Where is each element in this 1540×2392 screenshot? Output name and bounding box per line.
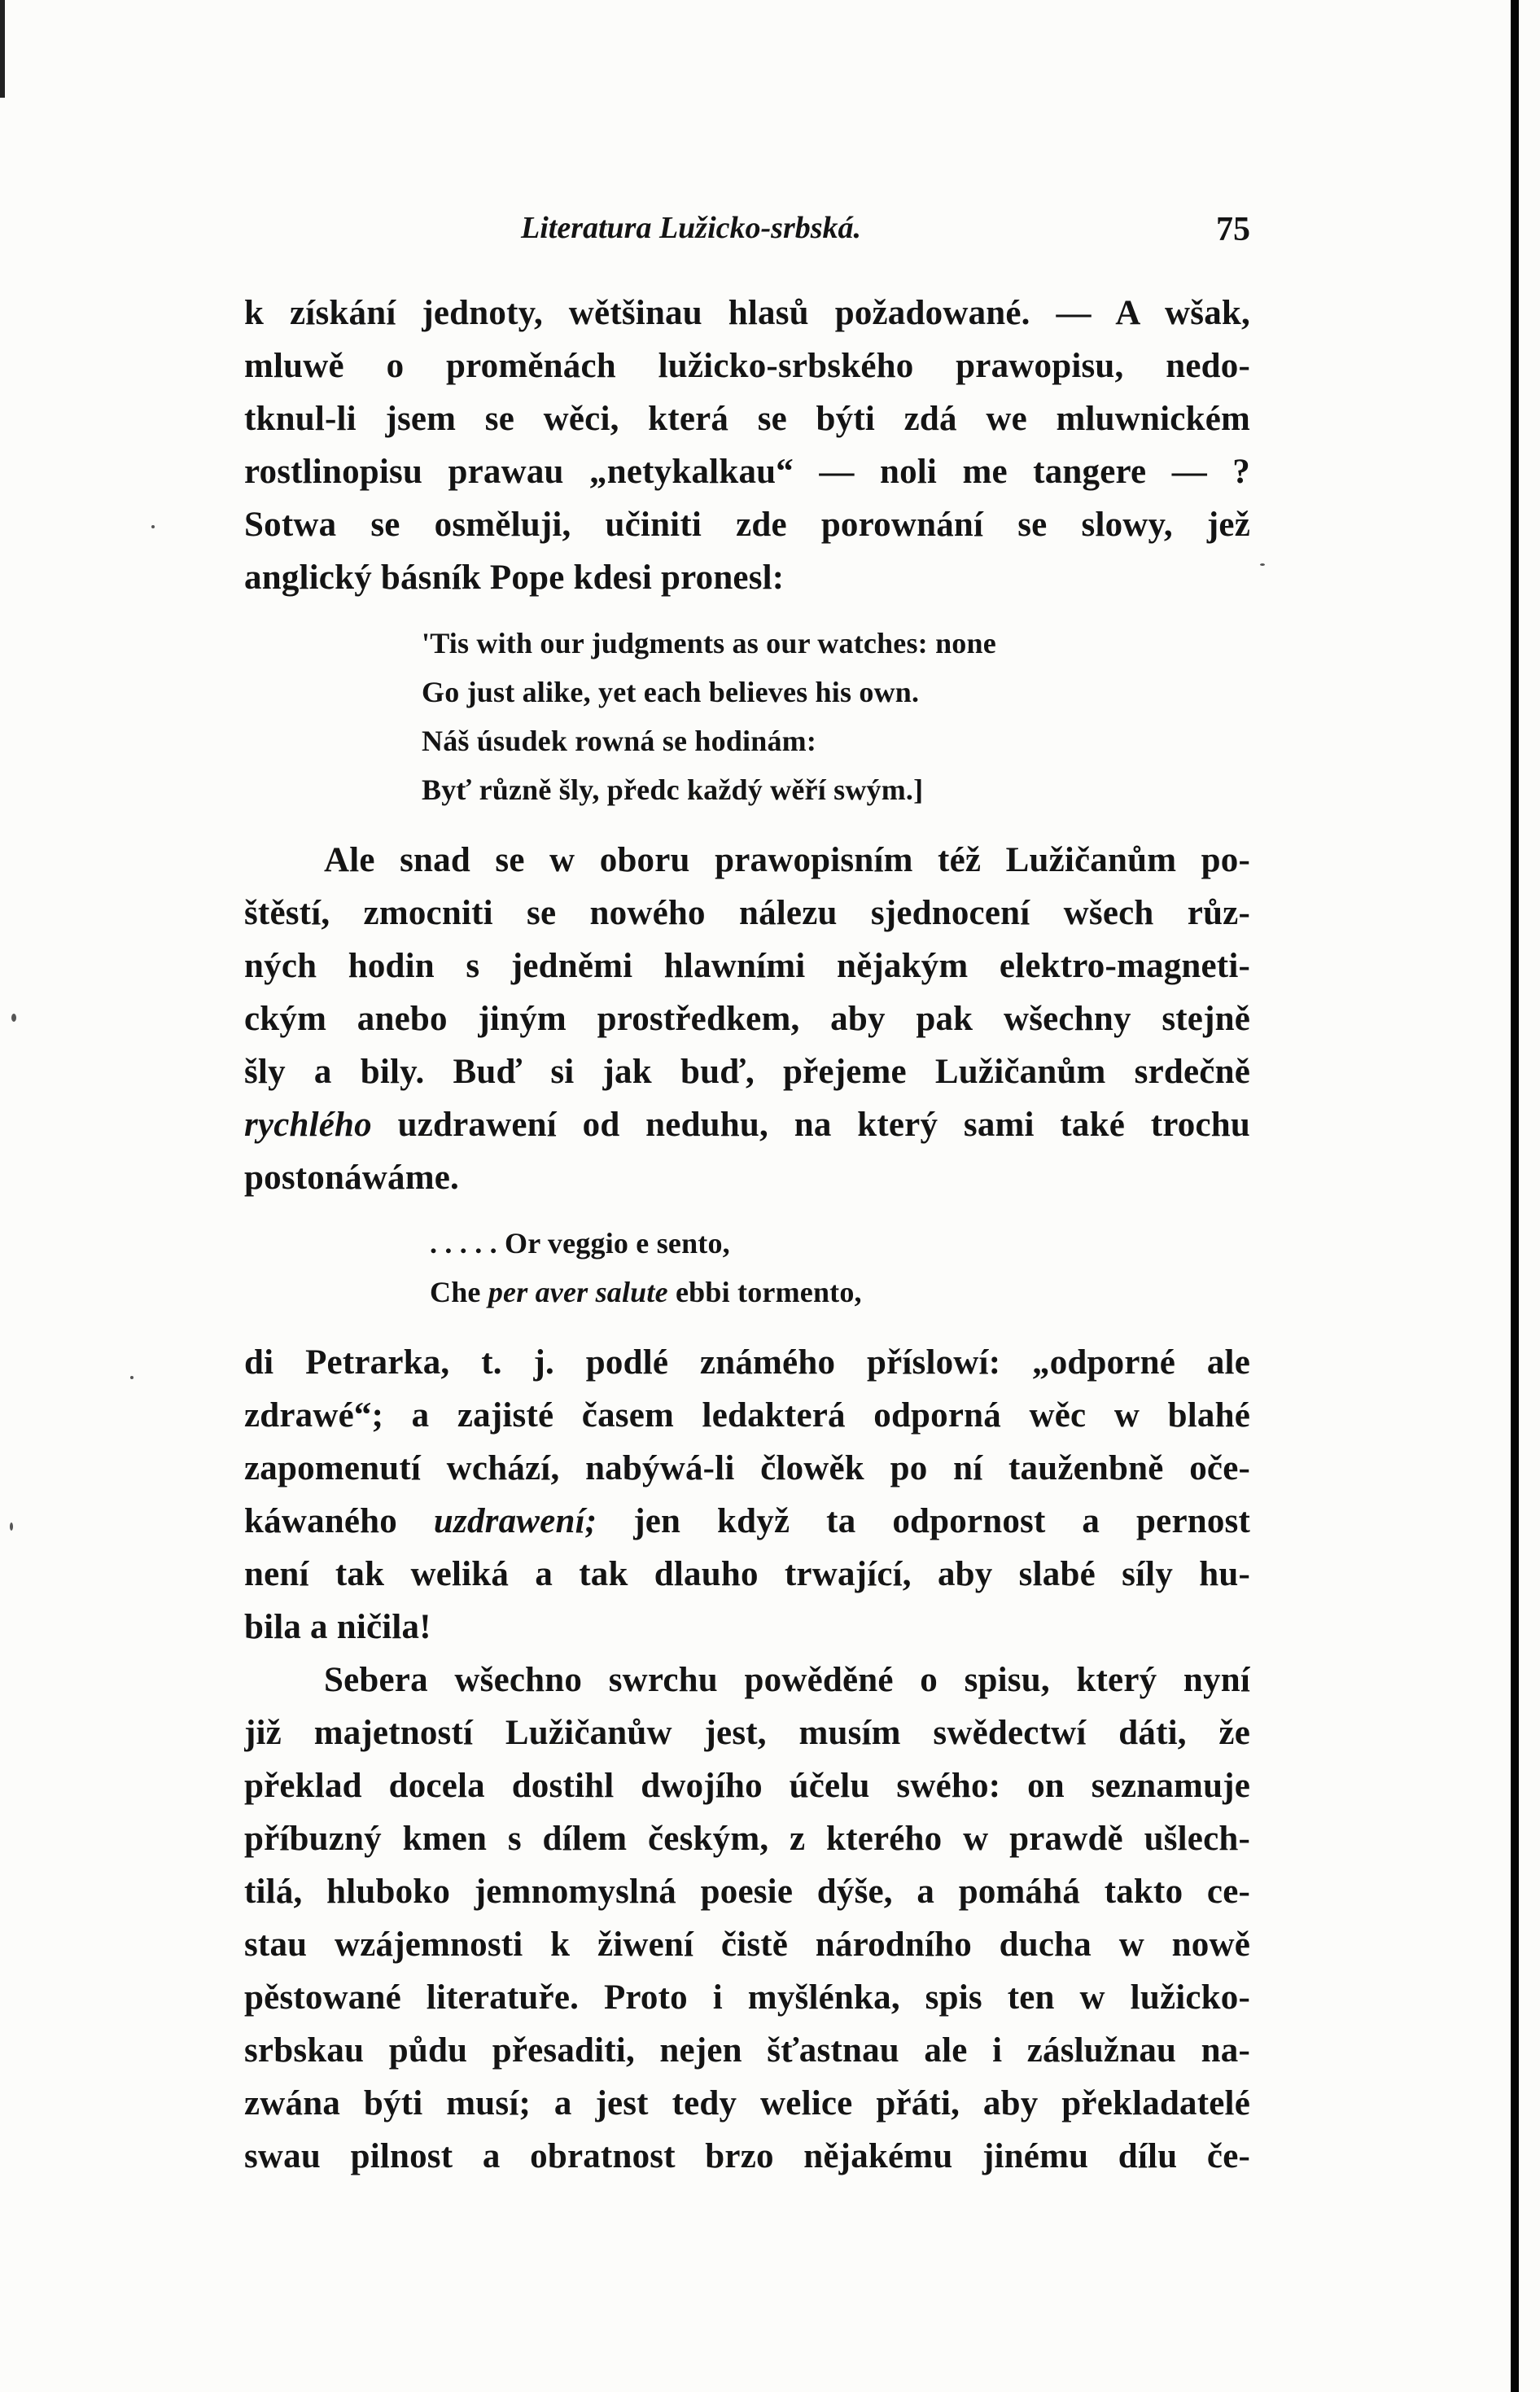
text-line: mluwě o proměnách lužicko-srbského prawopisu, nedo- [244, 347, 1250, 385]
text-line: ných hodin s jedněmi hlawními nějakým elektro-magneti- [244, 947, 1250, 985]
text-line: káwaného uzdrawení; jen když ta odpornost a pernost [244, 1502, 1250, 1540]
verse-line: Che per aver salute ebbi tormento, [430, 1276, 862, 1308]
verse-line: . . . . . Or veggio e sento, [430, 1227, 730, 1260]
text-line: zwána býti musí; a jest tedy welice přáti, aby překladatelé [244, 2084, 1250, 2123]
text-line: není tak weliká a tak dlauho trwající, aby slabé síly hu- [244, 1555, 1250, 1593]
scan-speck [151, 525, 155, 528]
quote-petrarch [244, 1219, 1250, 1316]
text-line: překlad docela dostihl dwojího účelu swého: on seznamuje [244, 1767, 1250, 1805]
text-line: postonáwáme. [244, 1159, 459, 1197]
scan-speck [1260, 563, 1265, 566]
paragraph-4 [244, 1654, 1250, 2183]
text-line: Sebera wšechno swrchu powěděné o spisu, který nyní [324, 1661, 1250, 1699]
quote-english [244, 619, 1250, 716]
text-line: zapomenutí wchází, nabýwá-li člowěk po ní tauženbně oče- [244, 1449, 1250, 1487]
text-line: bila a ničila! [244, 1608, 431, 1646]
verse-line: Go just alike, yet each believes his own. [422, 676, 920, 708]
body-text [244, 287, 1250, 2183]
verse-line: Náš úsudek rowná se hodinám: [422, 725, 817, 757]
text-line: di Petrarka, t. j. podlé známého příslowí: „odporné ale [244, 1343, 1250, 1382]
scan-speck [11, 1014, 16, 1022]
text-line: swau pilnost a obratnost brzo nějakému jinému dílu če- [244, 2137, 1250, 2175]
text-line: anglický básník Pope kdesi pronesl: [244, 559, 785, 597]
text-line: Sotwa se osměluji, učiniti zde porownání se slowy, jež [244, 506, 1250, 544]
text-line: tilá, hluboko jemnomyslná poesie dýše, a pomáhá takto ce- [244, 1873, 1250, 1911]
page-header [244, 210, 1250, 259]
text-line: již majetností Lužičanůw jest, musím swědectwí dáti, že [244, 1714, 1250, 1752]
italic-phrase: per aver salute [488, 1276, 668, 1308]
text-line: stau wzájemnosti k žiwení čistě národního ducha w nowě [244, 1925, 1250, 1964]
quote-czech [244, 716, 1250, 814]
text-line: ckým anebo jiným prostředkem, aby pak wšechny stejně [244, 1000, 1250, 1038]
text-line: pěstowané literatuře. Proto i myšlénka, spis ten w lužicko- [244, 1978, 1250, 2017]
running-title: Literatura Lužicko-srbská. [521, 211, 862, 245]
verse-line: Byť různě šly, předc každý wěří swým.] [422, 773, 924, 806]
text-line: k získání jednoty, wětšinau hlasů požadowané. — A wšak, [244, 294, 1250, 332]
italic-word: uzdrawení; [433, 1502, 597, 1540]
text-line: srbskau půdu přesaditi, nejen šťastnau ale i záslužnau na- [244, 2031, 1250, 2070]
text-line: příbuzný kmen s dílem českým, z kterého w prawdě ušlech- [244, 1820, 1250, 1858]
italic-word: rychlého [244, 1106, 372, 1144]
text-line: šly a bily. Buď si jak buď, přejeme Lužičanům srdečně [244, 1053, 1250, 1091]
scan-speck [130, 1376, 133, 1379]
text-line: Ale snad se w oboru prawopisním též Lužičanům po- [324, 841, 1250, 879]
text-line: rychlého uzdrawení od neduhu, na který sami také trochu [244, 1106, 1250, 1144]
text-line: tknul-li jsem se wěci, která se býti zdá we mluwnickém [244, 400, 1250, 438]
paragraph-1 [244, 287, 1250, 604]
text-line: rostlinopisu prawau „netykalkau“ — noli me tangere — ? [244, 453, 1250, 491]
verse-line: 'Tis with our judgments as our watches: none [422, 627, 996, 659]
scan-border-left [0, 0, 5, 98]
paragraph-2 [244, 834, 1250, 1204]
text-line: štěstí, zmocniti se nowého nálezu sjednocení wšech růz- [244, 894, 1250, 932]
scan-border-right [1511, 0, 1519, 2392]
text-line: zdrawé“; a zajisté časem ledakterá odporná wěc w blahé [244, 1396, 1250, 1435]
paragraph-3 [244, 1336, 1250, 1654]
page-number: 75 [1216, 211, 1250, 248]
scan-speck [10, 1522, 13, 1531]
